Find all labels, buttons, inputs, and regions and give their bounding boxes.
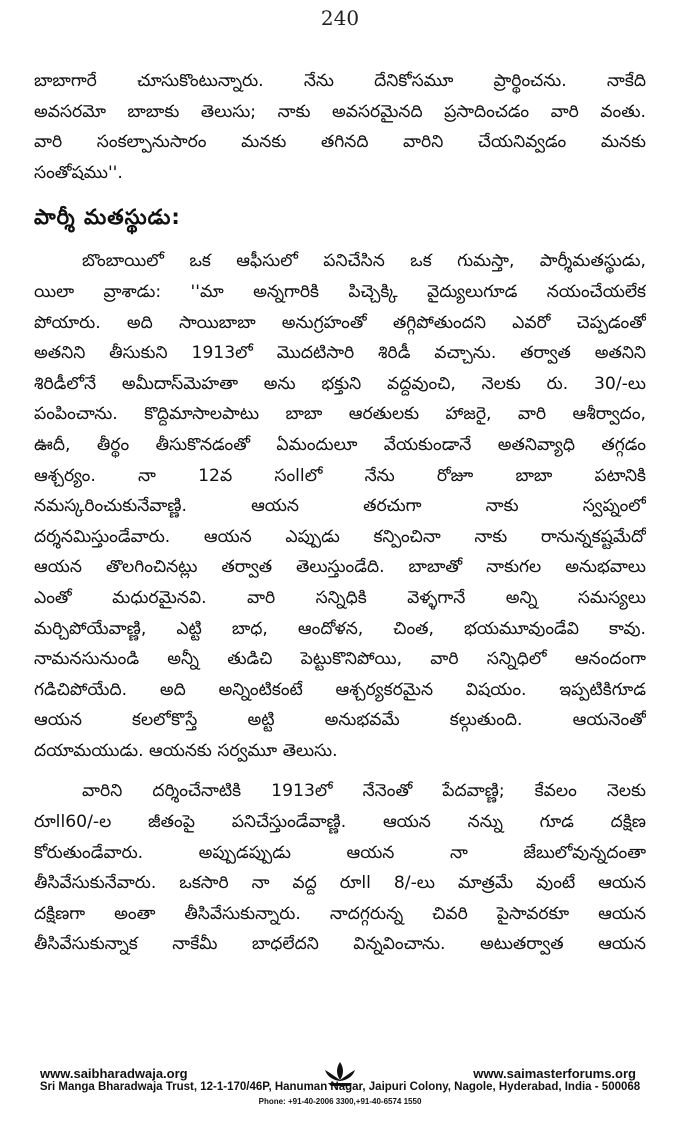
page-number: 240	[320, 6, 360, 30]
text-line: ఊదీ, తీర్థం తీసుకొనడంతో ఏమందులూ వేయకుండానే అతనివ్యాధి తగ్గడం	[34, 434, 646, 455]
paragraph-spacer	[34, 766, 646, 776]
page-body	[34, 66, 646, 960]
footer-address: Sri Manga Bharadwaja Trust, 12-1-170/46P, Hanuman Nagar, Jaipuri Colony, Nagole, Hyderabad, India - 500068	[39, 1081, 641, 1093]
text-line: ఆయన తొలగించినట్లు తర్వాత తెలుస్తుండేది. బాబాతో నాకుగల అనుభవాలు	[34, 557, 646, 578]
text-line: పంపించాను. కొద్దిమాసాలపాటు బాబా ఆరతులకు హాజరై, వారి ఆశీర్వాదం,	[34, 404, 646, 425]
text-line: కోరుతుండేవారు. అప్పుడప్పుడు ఆయన నా జేబులోవున్నదంతా	[34, 842, 646, 863]
text-line: అతనిని తీసుకుని 1913లో మొదటిసారి శిరిడీ వచ్చాను. తర్వాత అతనిని	[34, 343, 646, 364]
text-line: దయామయుడు. ఆయనకు సర్వమూ తెలుసు.	[34, 740, 338, 761]
text-line: వారి సంకల్పానుసారం మనకు తగినది వారిని చేయనివ్వడం మనకు	[34, 132, 646, 153]
paragraph	[34, 776, 646, 960]
text-line: ఆశ్చర్యం. నా 12వ సంllలో నేను రోజూ బాబా పటానికి	[34, 465, 646, 486]
text-line: మర్చిపోయేవాణ్ణి, ఎట్టి బాధ, ఆందోళన, చింత, భయమూవుండేవి కావు.	[34, 618, 646, 639]
text-line: నమస్కరించుకునేవాణ్ణి. ఆయన తరచుగా నాకు స్వప్నంలో	[34, 496, 646, 517]
text-line: అవసరమో బాబాకు తెలుసు; నాకు అవసరమైనది ప్రసాదించడం వారి వంతు.	[34, 101, 646, 122]
text-line: గడిచిపోయేది. అది అన్నింటికంటే ఆశ్చర్యకరమైన విషయం. ఇప్పటికిగూడ	[34, 679, 646, 700]
text-line: రూll60/-ల జీతంపై పనిచేస్తుండేవాణ్ణి. ఆయన నన్ను గూడ దక్షిణ	[34, 812, 646, 833]
text-line: బొంబాయిలో ఒక ఆఫీసులో పనిచేసిన ఒక గుమస్తా, పార్శీమతస్థుడు,	[82, 251, 646, 272]
text-line: సంతోషము''.	[34, 162, 123, 183]
footer-phone: Phone: +91-40-2006 3300,+91-40-6574 1550	[258, 1097, 422, 1106]
footer-link-saimasterforums[interactable]: www.saimasterforums.org	[473, 1066, 636, 1081]
text-line: తీసివేసుకునేవారు. ఒకసారి నా వద్ద రూll 8/-లు మాత్రమే వుంటే ఆయన	[34, 873, 646, 894]
text-line: యిలా వ్రాశాడు: ''మా అన్నగారికి పిచ్చెక్కి వైద్యులుగూడ నయంచేయలేక	[34, 281, 646, 302]
text-line: పోయారు. అది సాయిబాబా అనుగ్రహంతో తగ్గిపోతుందని ఎవరో చెప్పడంతో	[34, 312, 646, 333]
paragraph	[34, 246, 646, 766]
page-footer	[0, 1066, 680, 1116]
text-line: శిరిడీలోనే అమీదాస్‌మెహతా అను భక్తుని వద్దవుంచి, నెలకు రు. 30/-లు	[34, 373, 646, 394]
section-heading: పార్శీ మతస్థుడు:	[34, 205, 181, 230]
text-line: వారిని దర్శించేనాటికి 1913లో నేనెంతో పేదవాణ్ణి; కేవలం నెలకు	[82, 781, 646, 802]
text-line: బాబాగారే చూసుకొంటున్నారు. నేను దేనికోసమూ ప్రార్థించను. నాకేది	[34, 71, 646, 91]
text-line: ఆయన కలలోకొస్తే అట్టి అనుభవమే కల్గుతుంది. ఆయనెంతో	[34, 710, 646, 731]
footer-link-saibharadwaja[interactable]: www.saibharadwaja.org	[40, 1066, 188, 1081]
text-line: నామనసునుండి అన్నీ తుడిచి పెట్టుకొనిపోయి, వారి సన్నిధిలో ఆనందంగా	[34, 649, 646, 670]
paragraph-continuation	[34, 66, 646, 188]
text-line: దక్షిణగా అంతా తీసివేసుకున్నారు. నాదగ్గరున్న చివరి పైసావరకూ ఆయన	[34, 903, 646, 924]
text-line: ఎంతో మధురమైనవి. వారి సన్నిధికి వెళ్ళగానే అన్ని సమస్యలు	[34, 587, 646, 608]
text-line: దర్శనమిస్తుండేవారు. ఆయన ఎప్పుడు కన్పించినా నాకు రానున్నకష్టమేదో	[34, 526, 646, 547]
text-line: తీసివేసుకున్నాక నాకేమీ బాధలేదని విన్నవించాను. అటుతర్వాత ఆయన	[34, 934, 646, 955]
